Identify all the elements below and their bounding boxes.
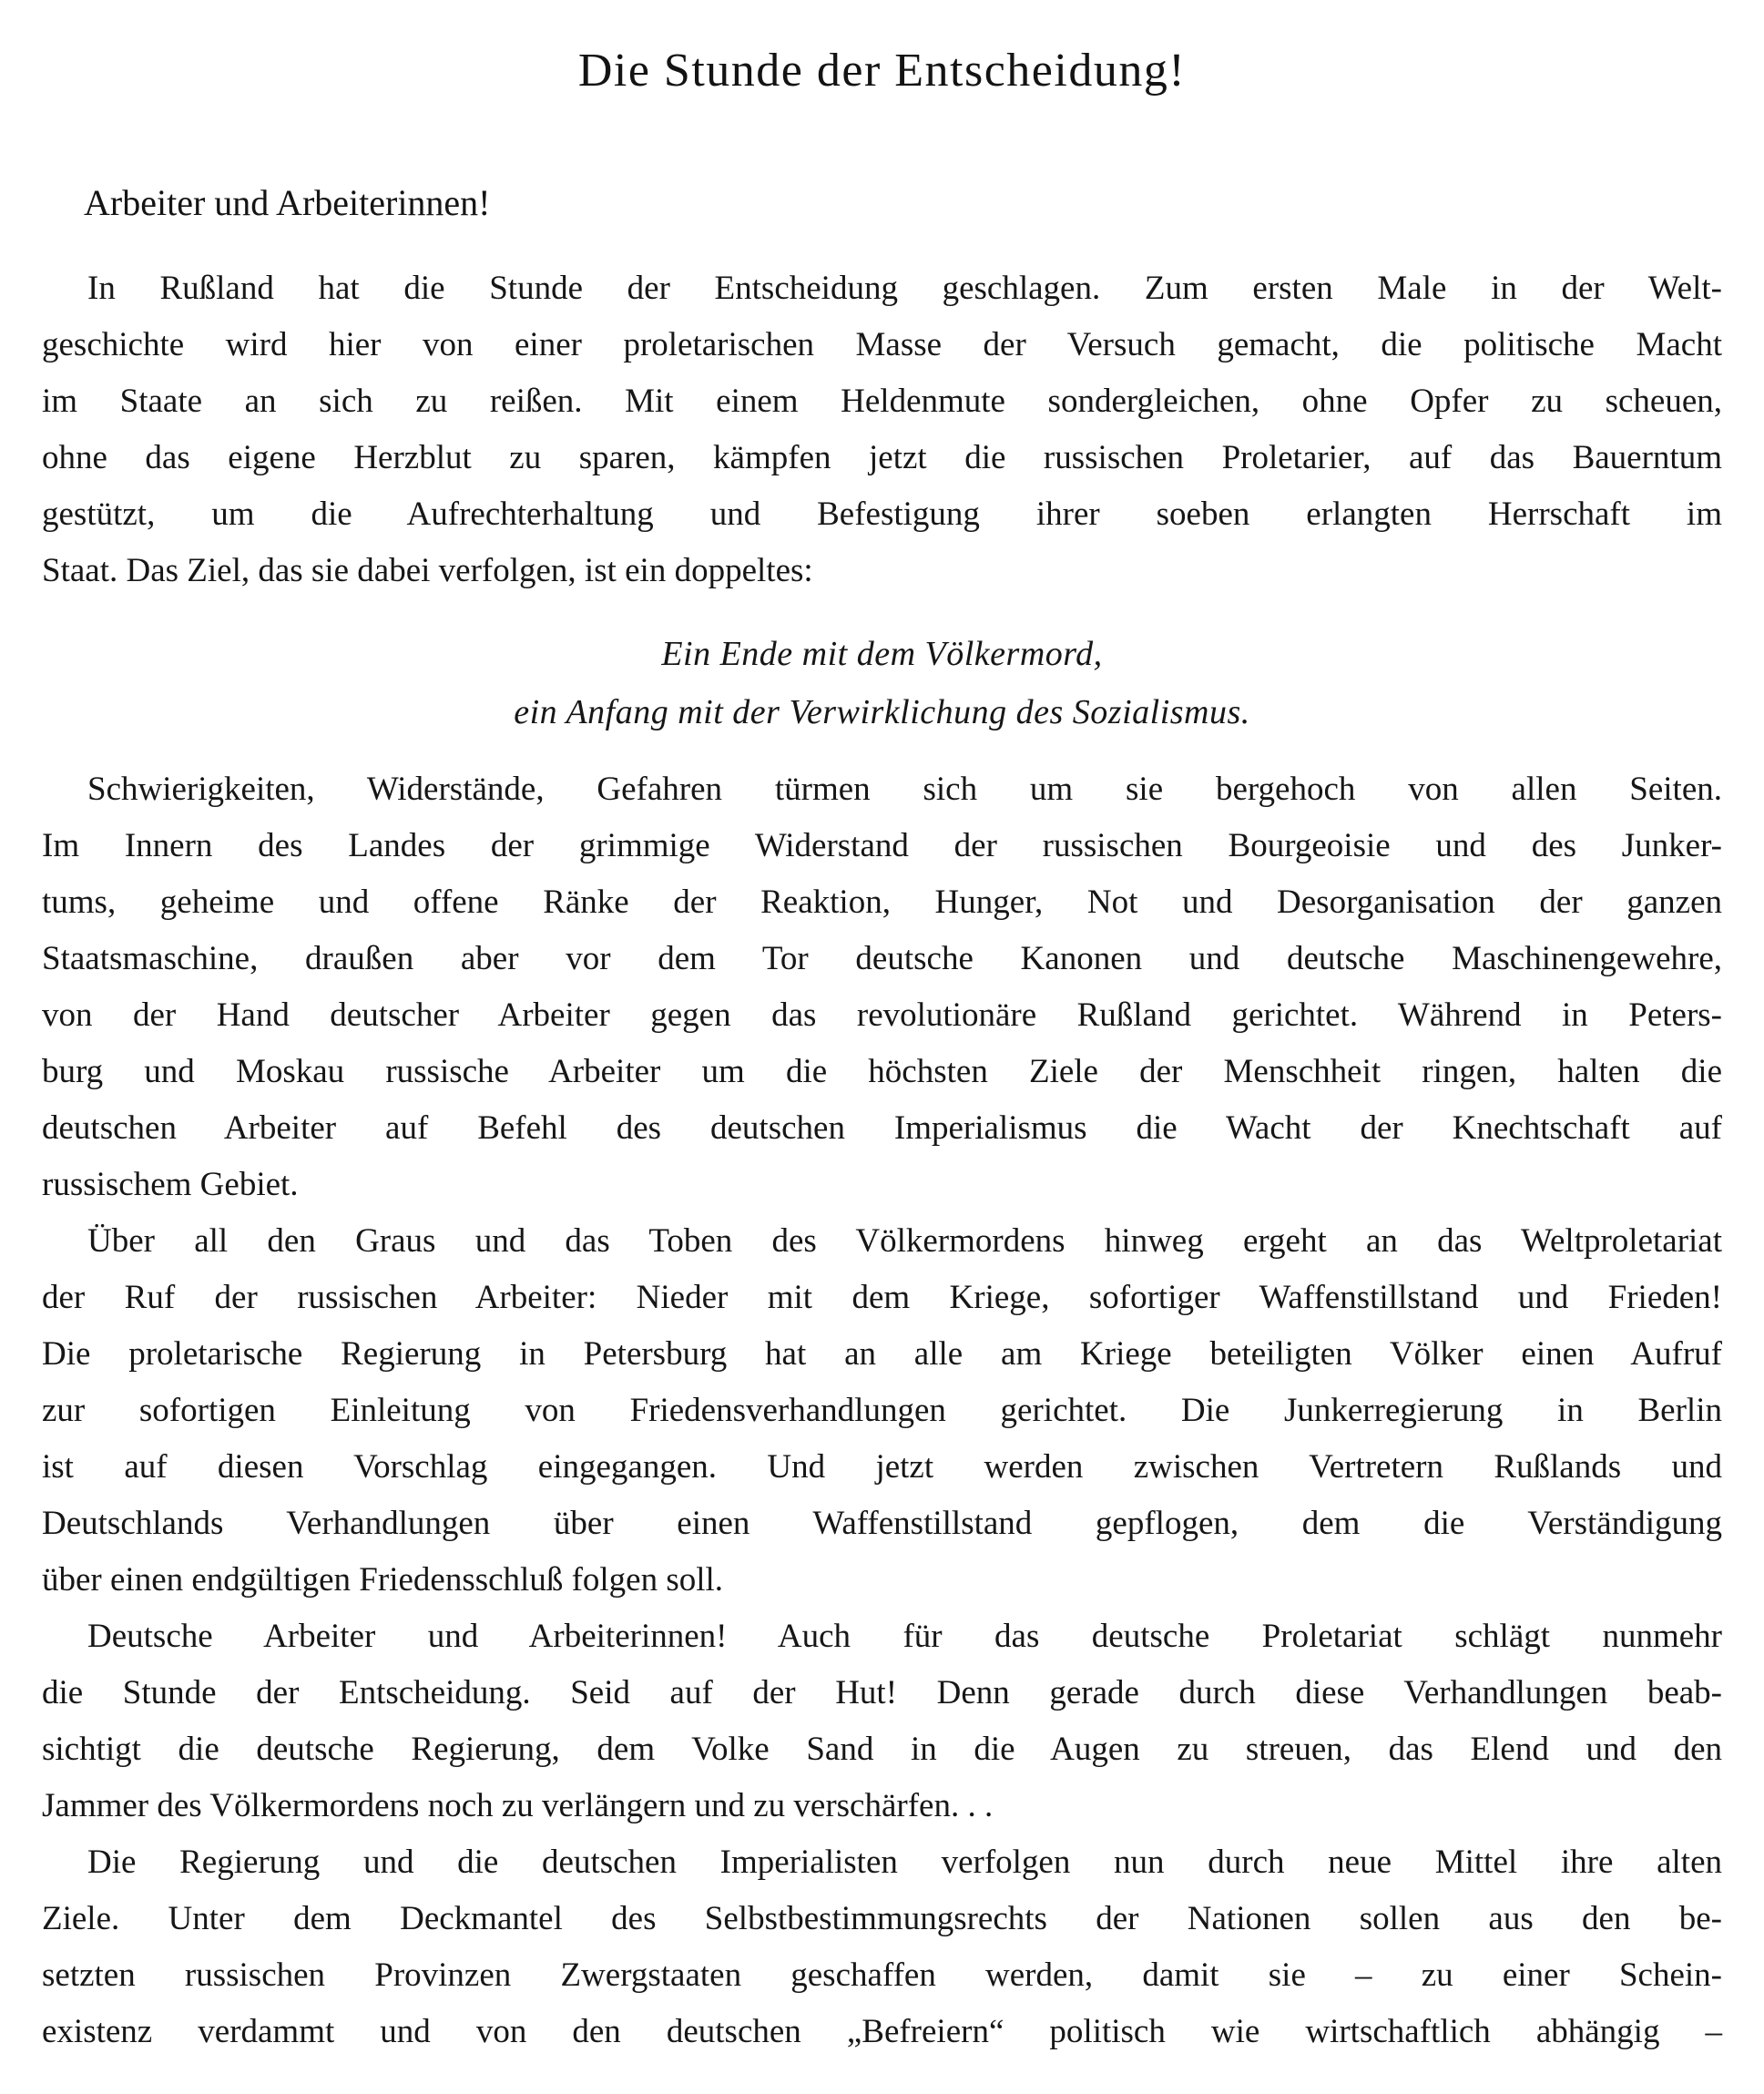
text-line: Ziele. Unter dem Deckmantel des Selbstbestimmungsrechts der Nationen sollen aus den be- xyxy=(42,1900,1722,1937)
text-line: deutschen Arbeiter auf Befehl des deutschen Imperialismus die Wacht der Knechtschaft auf xyxy=(42,1109,1722,1147)
text-line: sichtigt die deutsche Regierung, dem Volke Sand in die Augen zu streuen, das Elend und den xyxy=(42,1731,1722,1768)
text-line: gestützt, um die Aufrechterhaltung und Befestigung ihrer soeben erlangten Herrschaft im xyxy=(42,495,1722,533)
text-line: existenz verdammt und von den deutschen „Befreiern“ politisch wie wirtschaftlich abhängig – xyxy=(42,2013,1722,2050)
text-line: Jammer des Völkermordens noch zu verlängern und zu verschärfen. . . xyxy=(42,1787,994,1824)
paragraph-5 xyxy=(42,1834,1722,2060)
paragraph-2 xyxy=(42,761,1722,1213)
text-line: ohne das eigene Herzblut zu sparen, kämpfen jetzt die russischen Proletarier, auf das Bauerntum xyxy=(42,439,1722,476)
document-body xyxy=(42,260,1722,2060)
text-line: Deutsche Arbeiter und Arbeiterinnen! Auch für das deutsche Proletariat schlägt nunmehr xyxy=(87,1618,1722,1655)
text-line: In Rußland hat die Stunde der Entscheidung geschlagen. Zum ersten Male in der Welt- xyxy=(87,270,1722,307)
salutation: Arbeiter und Arbeiterinnen! xyxy=(84,182,491,223)
text-line: ist auf diesen Vorschlag eingegangen. Und jetzt werden zwischen Vertretern Rußlands und xyxy=(42,1448,1722,1486)
text-line: von der Hand deutscher Arbeiter gegen das revolutionäre Rußland gerichtet. Während in Peters- xyxy=(42,996,1722,1034)
text-line: Im Innern des Landes der grimmige Widerstand der russischen Bourgeoisie und des Junker- xyxy=(42,827,1722,864)
paragraph-3 xyxy=(42,1213,1722,1609)
text-line: im Staate an sich zu reißen. Mit einem Heldenmute sondergleichen, ohne Opfer zu scheuen, xyxy=(42,383,1722,420)
paragraph-1 xyxy=(42,260,1722,599)
text-line: russischem Gebiet. xyxy=(42,1166,299,1203)
text-line: tums, geheime und offene Ränke der Reaktion, Hunger, Not und Desorganisation der ganzen xyxy=(42,884,1722,921)
text-line: Die Regierung und die deutschen Imperialisten verfolgen nun durch neue Mittel ihre alten xyxy=(87,1844,1722,1881)
text-line: der Ruf der russischen Arbeiter: Nieder mit dem Kriege, sofortiger Waffenstillstand und Frieden! xyxy=(42,1279,1722,1316)
text-line: Über all den Graus und das Toben des Völkermordens hinweg ergeht an das Weltproletariat xyxy=(87,1222,1722,1260)
epigraph xyxy=(42,625,1722,741)
text-line: Deutschlands Verhandlungen über einen Waffenstillstand gepflogen, dem die Verständigung xyxy=(42,1505,1722,1542)
text-line: Staatsmaschine, draußen aber vor dem Tor deutsche Kanonen und deutsche Maschinengewehre, xyxy=(42,940,1722,977)
text-line: burg und Moskau russische Arbeiter um die höchsten Ziele der Menschheit ringen, halten die xyxy=(42,1053,1722,1090)
text-line: Staat. Das Ziel, das sie dabei verfolgen, ist ein doppeltes: xyxy=(42,552,813,589)
page-title: Die Stunde der Entscheidung! xyxy=(577,45,1187,97)
text-line: Schwierigkeiten, Widerstände, Gefahren türmen sich um sie bergehoch von allen Seiten. xyxy=(87,771,1722,808)
epigraph-line: ein Anfang mit der Verwirklichung des Sozialismus. xyxy=(514,693,1250,731)
text-line: die Stunde der Entscheidung. Seid auf der Hut! Denn gerade durch diese Verhandlungen beab- xyxy=(42,1674,1722,1711)
text-line: über einen endgültigen Friedensschluß folgen soll. xyxy=(42,1561,724,1599)
text-line: setzten russischen Provinzen Zwergstaaten geschaffen werden, damit sie – zu einer Schein- xyxy=(42,1956,1722,1994)
epigraph-line: Ein Ende mit dem Völkermord, xyxy=(661,635,1103,673)
text-line: Die proletarische Regierung in Petersburg hat an alle am Kriege beteiligten Völker einen Aufruf xyxy=(42,1335,1722,1373)
text-line: geschichte wird hier von einer proletarischen Masse der Versuch gemacht, die politische Macht xyxy=(42,326,1722,363)
text-line: zur sofortigen Einleitung von Friedensverhandlungen gerichtet. Die Junkerregierung in Berlin xyxy=(42,1392,1722,1429)
paragraph-4 xyxy=(42,1609,1722,1834)
